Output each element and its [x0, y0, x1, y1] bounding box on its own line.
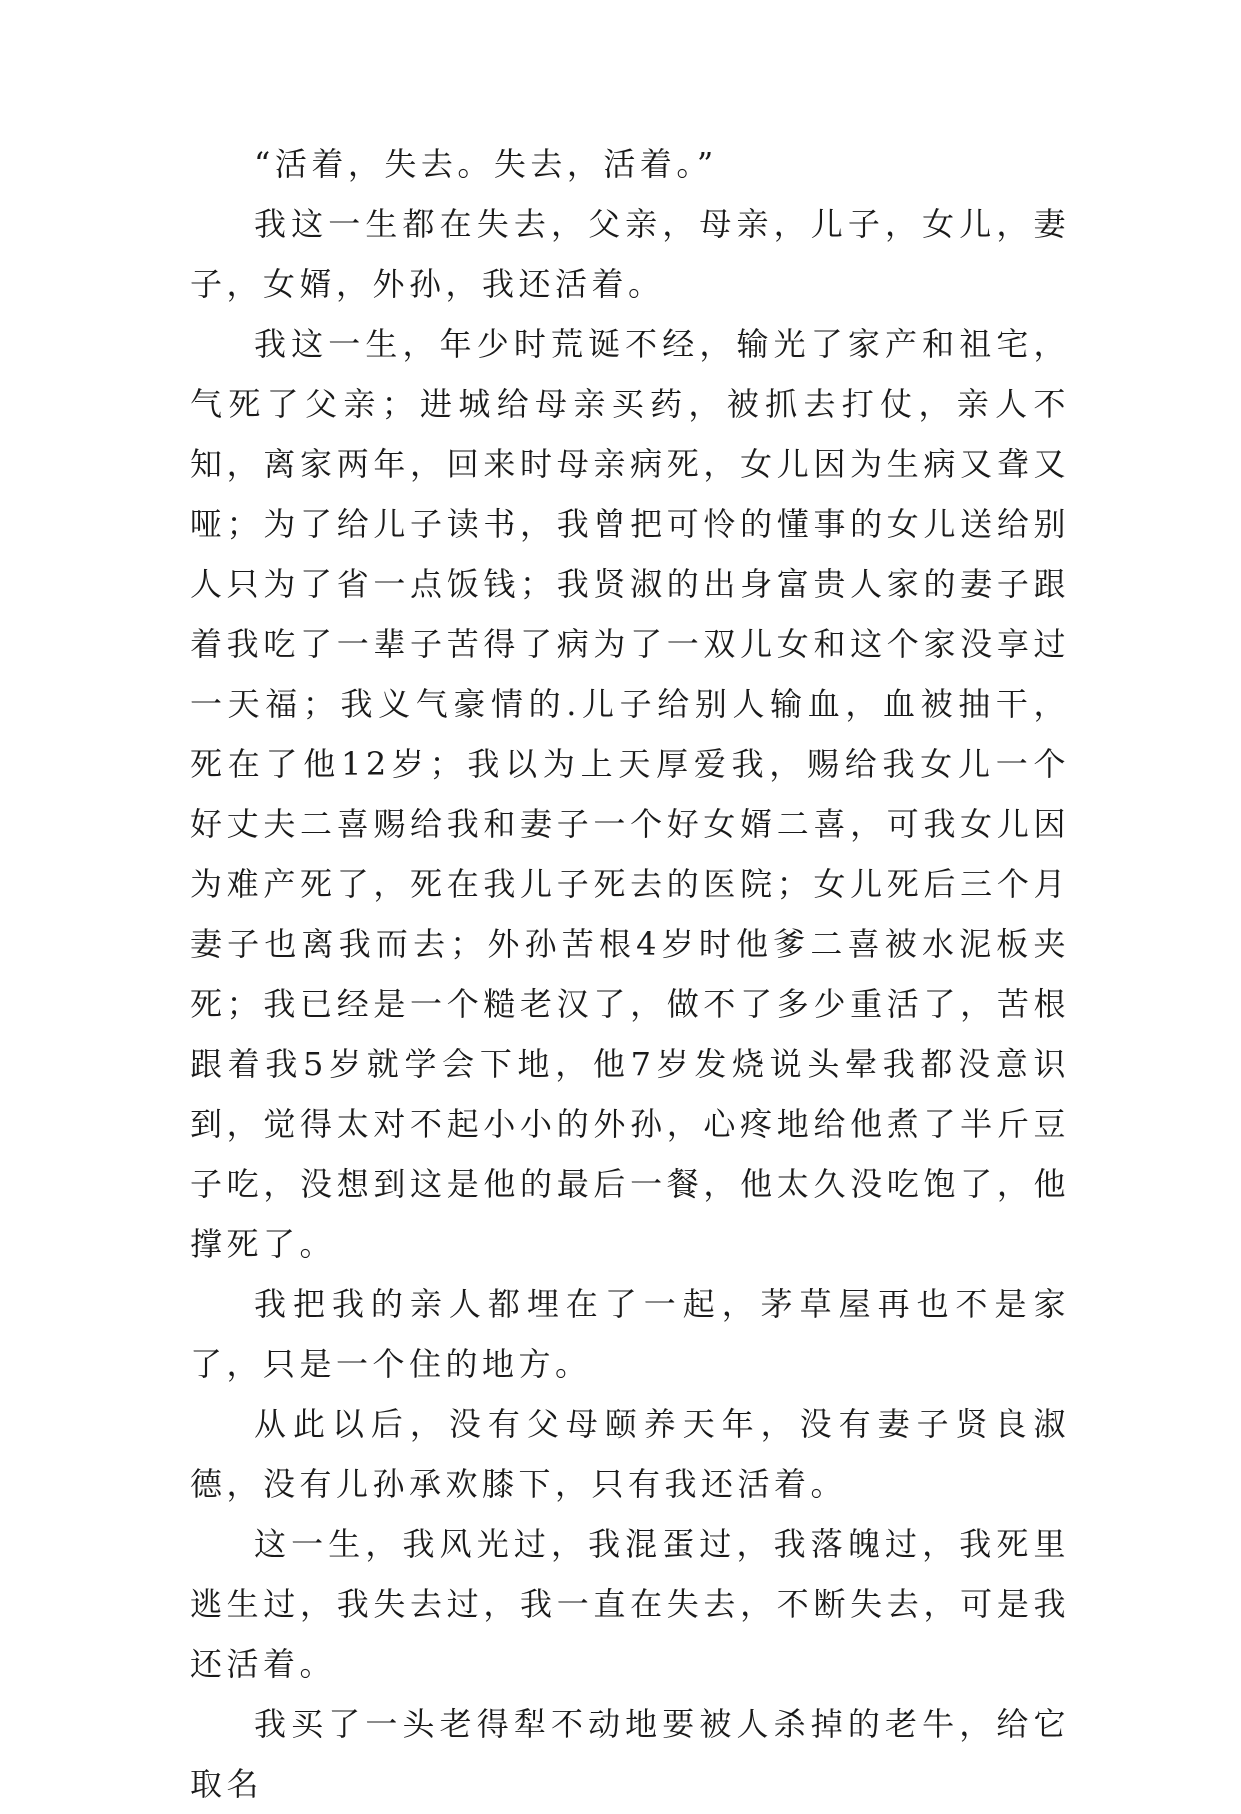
- document-body: [190, 134, 1070, 1814]
- paragraph-alone: 从此以后，没有父母颐养天年，没有妻子贤良淑德，没有儿孙承欢膝下，只有我还活着。: [190, 1405, 1070, 1503]
- paragraph-life-story: 我这一生，年少时荒诞不经，输光了家产和祖宅，气死了父亲；进城给母亲买药，被抓去打仗，亲人不知，离家两年，回来时母亲病死，女儿因为生病又聋又哑；为了给儿子读书，我曾把可怜的懂事的女儿送给别人只为了省一点饭钱；我贤淑的出身富贵人家的妻子跟着我吃了一辈子苦得了病为了一双儿女和这个家没享过一天福；我义气豪情的.儿子给别人输血，血被抽干，死在了他12岁；我以为上天厚爱我，赐给我女儿一个好丈夫二喜赐给我和妻子一个好女婿二喜，可我女儿因为难产死了，死在我儿子死去的医院；女儿死后三个月妻子也离我而去；外孙苦根4岁时他爹二喜被水泥板夹死；我已经是一个糙老汉了，做不了多少重活了，苦根跟着我5岁就学会下地，他7岁发烧说头晕我都没意识到，觉得太对不起小小的外孙，心疼地给他煮了半斤豆子吃，没想到这是他的最后一餐，他太久没吃饱了，他撑死了。: [190, 325, 1070, 1263]
- paragraph-old-ox: 我买了一头老得犁不动地要被人杀掉的老牛，给它取名: [190, 1705, 1070, 1803]
- paragraph-quote: “活着，失去。失去，活着。”: [254, 145, 718, 183]
- paragraph-losses: 我这一生都在失去，父亲，母亲，儿子，女儿，妻子，女婿，外孙，我还活着。: [190, 205, 1070, 303]
- paragraph-still-alive: 这一生，我风光过，我混蛋过，我落魄过，我死里逃生过，我失去过，我一直在失去，不断失去，可是我还活着。: [190, 1525, 1070, 1683]
- paragraph-burial: 我把我的亲人都埋在了一起，茅草屋再也不是家了，只是一个住的地方。: [190, 1285, 1070, 1383]
